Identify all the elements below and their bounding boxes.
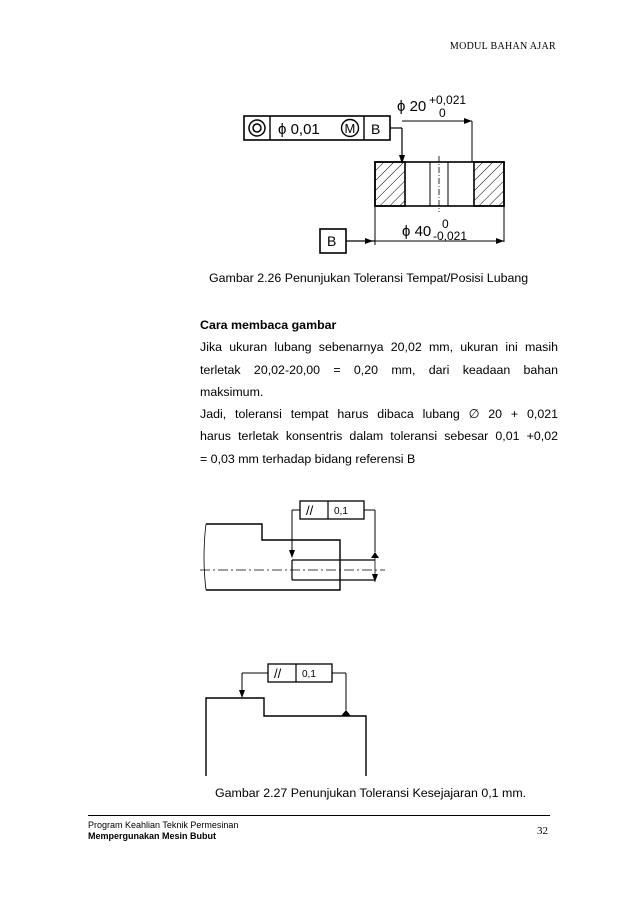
body-text <box>200 314 558 470</box>
dim-bottom-lower: -0,021 <box>433 229 468 243</box>
figure-caption-2-27: Gambar 2.27 Penunjukan Toleransi Kesejajaran 0,1 mm. <box>215 786 527 800</box>
feature-control-frame <box>244 116 405 164</box>
footer-program: Program Keahlian Teknik Permesinan <box>88 820 239 830</box>
paragraph-line: = 0,03 mm terhadap bidang referensi B <box>200 451 416 466</box>
datum-label: B <box>327 233 337 249</box>
paragraph-line: Jika ukuran lubang sebenarnya 20,02 mm, ukuran ini masih <box>200 340 558 355</box>
dim-top-upper: +0,021 <box>429 93 467 107</box>
frame-datum-text: B <box>371 121 381 137</box>
paragraph-line: terletak 20,02-20,00 = 0,20 mm, dari keadaan bahan <box>200 362 558 377</box>
section-heading: Cara membaca gambar <box>200 318 337 332</box>
paragraph-line: harus terletak konsentris dalam toleransi sebesar 0,01 +0,02 <box>200 429 558 444</box>
tolerance-value: 0,1 <box>302 669 316 680</box>
frame-modifier-text: M <box>344 121 356 136</box>
parallel-symbol-icon: // <box>306 503 314 518</box>
page-number: 32 <box>537 825 548 837</box>
figure-caption-2-26: Gambar 2.26 Penunjukan Toleransi Tempat/Posisi Lubang <box>209 271 529 285</box>
tolerance-value: 0,1 <box>334 506 348 517</box>
figure-parallelism-block <box>200 660 370 778</box>
top-dimension <box>397 93 472 162</box>
paragraph-line: maksimum. <box>200 384 264 399</box>
figure-position-tolerance <box>236 92 526 260</box>
page-footer <box>88 820 238 842</box>
paragraph-line: Jadi, toleransi tempat harus dibaca lubang ∅ 20 + 0,021 <box>200 407 558 422</box>
footer-divider <box>88 815 550 816</box>
dim-top-nominal: ϕ 20 <box>397 98 427 115</box>
block-outline <box>206 698 366 776</box>
figure-parallelism-shaft <box>200 494 385 606</box>
tolerance-frame-2 <box>239 664 351 716</box>
bottom-dimension <box>375 217 504 244</box>
footer-module: Mempergunakan Mesin Bubut <box>88 831 217 841</box>
frame-tolerance-text: ϕ 0,01 <box>278 121 320 138</box>
tolerance-frame-1 <box>289 501 379 558</box>
page-header: MODUL BAHAN AJAR <box>449 41 556 52</box>
datum-feature <box>320 206 375 253</box>
dim-bottom-nominal: ϕ 40 <box>402 223 432 240</box>
dim-top-lower: 0 <box>439 106 446 120</box>
dim-bottom-upper: 0 <box>442 217 449 231</box>
parallel-symbol-icon: // <box>274 666 282 681</box>
